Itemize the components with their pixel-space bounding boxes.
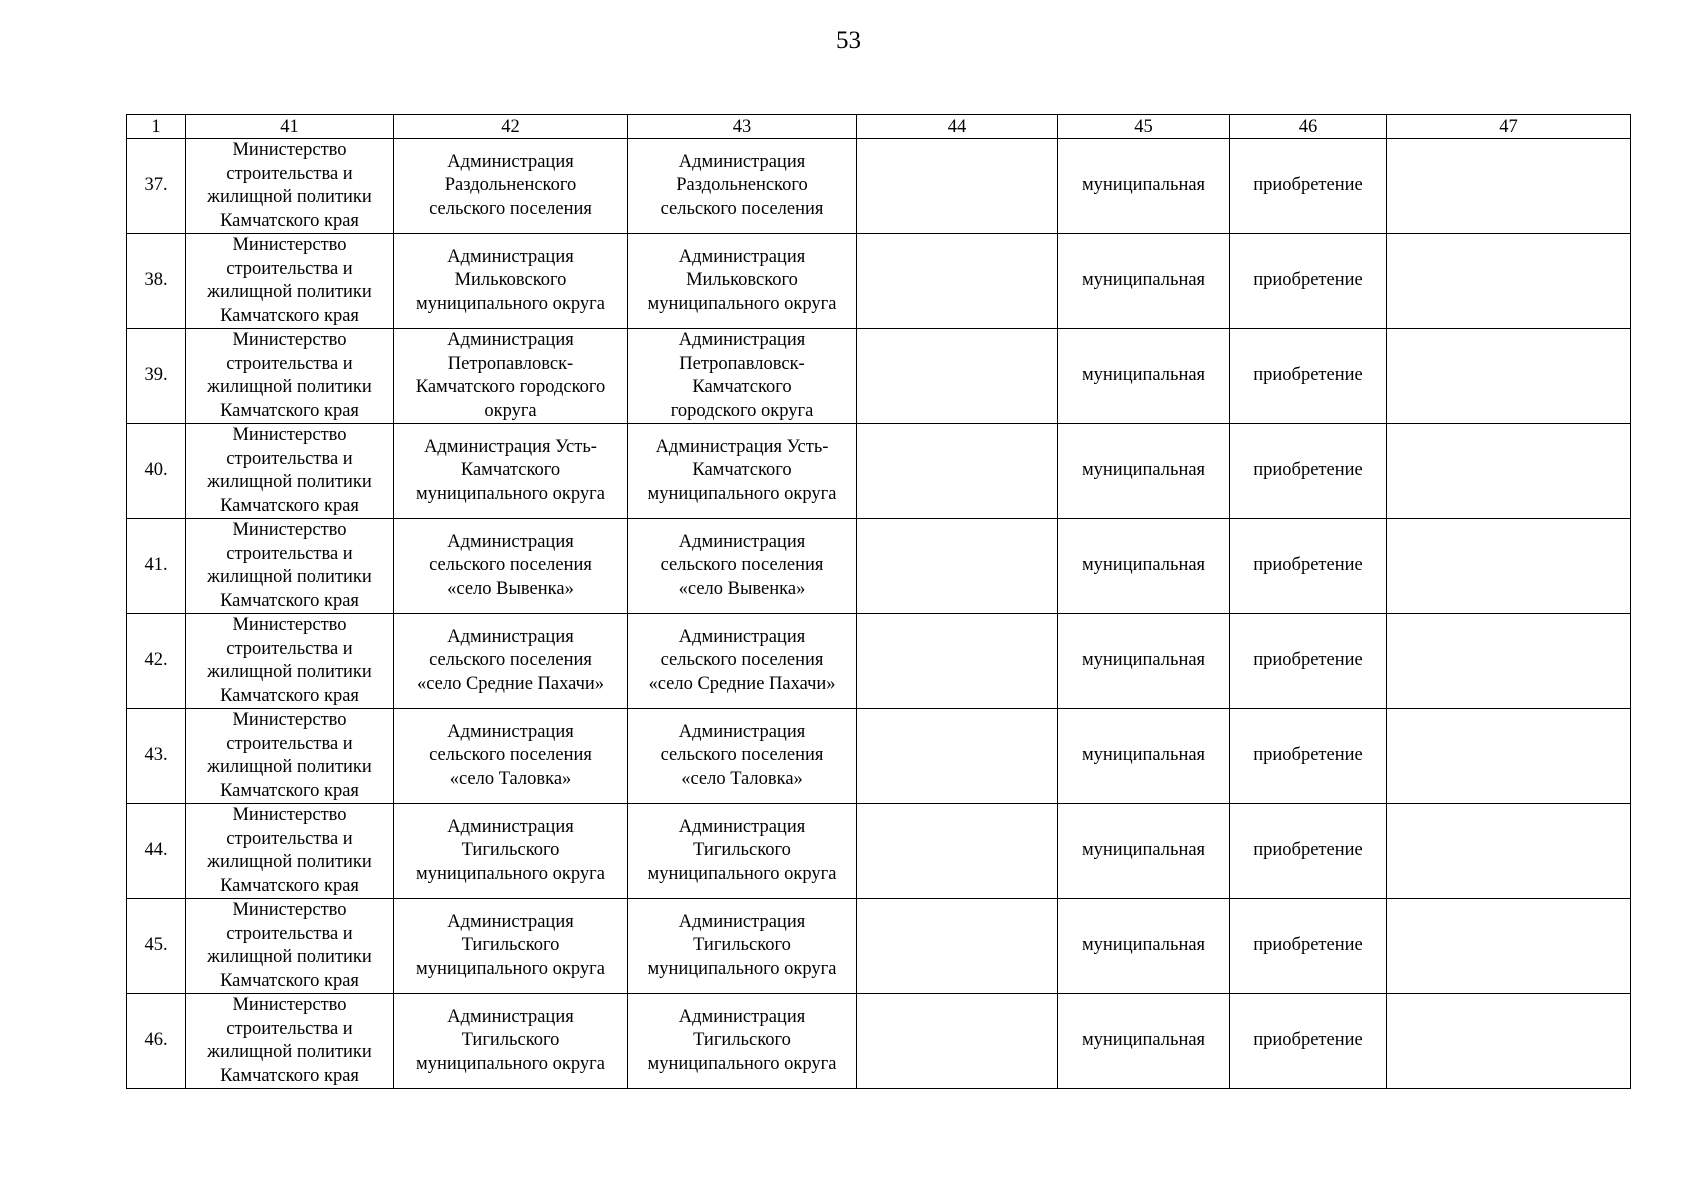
table-row (127, 994, 1631, 1089)
recipient-cell: Администрация Тигильского муниципального округа (628, 994, 857, 1089)
row-number-cell: 41. (127, 519, 186, 614)
column-header: 45 (1058, 115, 1230, 139)
column-44-cell (857, 519, 1058, 614)
table-row (127, 519, 1631, 614)
responsible-body-cell: Министерство строительства и жилищной политики Камчатского края (186, 519, 394, 614)
customer-cell: Администрация Тигильского муниципального округа (394, 899, 628, 994)
acquisition-method-cell: приобретение (1230, 994, 1387, 1089)
acquisition-method-cell: приобретение (1230, 519, 1387, 614)
responsible-body-cell: Министерство строительства и жилищной политики Камчатского края (186, 424, 394, 519)
column-header: 46 (1230, 115, 1387, 139)
column-44-cell (857, 329, 1058, 424)
ownership-type-cell: муниципальная (1058, 994, 1230, 1089)
customer-cell: Администрация Тигильского муниципального округа (394, 804, 628, 899)
column-47-cell (1387, 614, 1631, 709)
column-header: 41 (186, 115, 394, 139)
acquisition-method-cell: приобретение (1230, 139, 1387, 234)
responsible-body-cell: Министерство строительства и жилищной политики Камчатского края (186, 804, 394, 899)
ownership-type-cell: муниципальная (1058, 329, 1230, 424)
table-row (127, 424, 1631, 519)
responsible-body-cell: Министерство строительства и жилищной политики Камчатского края (186, 234, 394, 329)
column-47-cell (1387, 234, 1631, 329)
recipient-cell: Администрация Раздольненского сельского поселения (628, 139, 857, 234)
responsible-body-cell: Министерство строительства и жилищной политики Камчатского края (186, 614, 394, 709)
column-header: 43 (628, 115, 857, 139)
acquisition-method-cell: приобретение (1230, 234, 1387, 329)
row-number-cell: 46. (127, 994, 186, 1089)
row-number-cell: 42. (127, 614, 186, 709)
customer-cell: Администрация сельского поселения «село Таловка» (394, 709, 628, 804)
table-body (127, 139, 1631, 1089)
table-row (127, 234, 1631, 329)
column-47-cell (1387, 329, 1631, 424)
column-47-cell (1387, 804, 1631, 899)
recipient-cell: Администрация Тигильского муниципального округа (628, 899, 857, 994)
page-number: 53 (836, 27, 861, 54)
customer-cell: Администрация Петропавловск- Камчатского городского округа (394, 329, 628, 424)
column-47-cell (1387, 709, 1631, 804)
acquisition-method-cell: приобретение (1230, 804, 1387, 899)
customer-cell: Администрация Тигильского муниципального округа (394, 994, 628, 1089)
row-number-cell: 40. (127, 424, 186, 519)
recipient-cell: Администрация сельского поселения «село Вывенка» (628, 519, 857, 614)
recipient-cell: Администрация Петропавловск- Камчатского городского округа (628, 329, 857, 424)
column-47-cell (1387, 424, 1631, 519)
column-44-cell (857, 424, 1058, 519)
table-row (127, 329, 1631, 424)
column-44-cell (857, 234, 1058, 329)
recipient-cell: Администрация сельского поселения «село Таловка» (628, 709, 857, 804)
row-number-cell: 43. (127, 709, 186, 804)
column-44-cell (857, 614, 1058, 709)
table-row (127, 139, 1631, 234)
column-header: 44 (857, 115, 1058, 139)
responsible-body-cell: Министерство строительства и жилищной политики Камчатского края (186, 329, 394, 424)
column-44-cell (857, 899, 1058, 994)
table-row (127, 614, 1631, 709)
row-number-cell: 37. (127, 139, 186, 234)
column-header: 47 (1387, 115, 1631, 139)
customer-cell: Администрация Усть- Камчатского муниципального округа (394, 424, 628, 519)
customer-cell: Администрация сельского поселения «село Вывенка» (394, 519, 628, 614)
responsible-body-cell: Министерство строительства и жилищной политики Камчатского края (186, 709, 394, 804)
ownership-type-cell: муниципальная (1058, 709, 1230, 804)
column-44-cell (857, 709, 1058, 804)
acquisition-method-cell: приобретение (1230, 709, 1387, 804)
acquisition-method-cell: приобретение (1230, 614, 1387, 709)
column-47-cell (1387, 139, 1631, 234)
recipient-cell: Администрация Тигильского муниципального округа (628, 804, 857, 899)
ownership-type-cell: муниципальная (1058, 899, 1230, 994)
row-number-cell: 44. (127, 804, 186, 899)
column-47-cell (1387, 899, 1631, 994)
table-header-row (127, 115, 1631, 139)
column-header: 1 (127, 115, 186, 139)
responsible-body-cell: Министерство строительства и жилищной политики Камчатского края (186, 994, 394, 1089)
recipient-cell: Администрация Усть- Камчатского муниципального округа (628, 424, 857, 519)
ownership-type-cell: муниципальная (1058, 424, 1230, 519)
customer-cell: Администрация Мильковского муниципального округа (394, 234, 628, 329)
column-44-cell (857, 139, 1058, 234)
ownership-type-cell: муниципальная (1058, 804, 1230, 899)
ownership-type-cell: муниципальная (1058, 519, 1230, 614)
column-47-cell (1387, 519, 1631, 614)
acquisition-method-cell: приобретение (1230, 329, 1387, 424)
responsible-body-cell: Министерство строительства и жилищной политики Камчатского края (186, 139, 394, 234)
recipient-cell: Администрация Мильковского муниципального округа (628, 234, 857, 329)
row-number-cell: 39. (127, 329, 186, 424)
responsible-body-cell: Министерство строительства и жилищной политики Камчатского края (186, 899, 394, 994)
ownership-type-cell: муниципальная (1058, 139, 1230, 234)
acquisition-method-cell: приобретение (1230, 424, 1387, 519)
column-header: 42 (394, 115, 628, 139)
column-44-cell (857, 804, 1058, 899)
recipient-cell: Администрация сельского поселения «село Средние Пахачи» (628, 614, 857, 709)
customer-cell: Администрация сельского поселения «село Средние Пахачи» (394, 614, 628, 709)
acquisition-method-cell: приобретение (1230, 899, 1387, 994)
row-number-cell: 38. (127, 234, 186, 329)
ownership-type-cell: муниципальная (1058, 614, 1230, 709)
column-47-cell (1387, 994, 1631, 1089)
table-row (127, 709, 1631, 804)
table-row (127, 804, 1631, 899)
column-44-cell (857, 994, 1058, 1089)
data-table (126, 114, 1631, 1089)
table-row (127, 899, 1631, 994)
ownership-type-cell: муниципальная (1058, 234, 1230, 329)
customer-cell: Администрация Раздольненского сельского поселения (394, 139, 628, 234)
row-number-cell: 45. (127, 899, 186, 994)
